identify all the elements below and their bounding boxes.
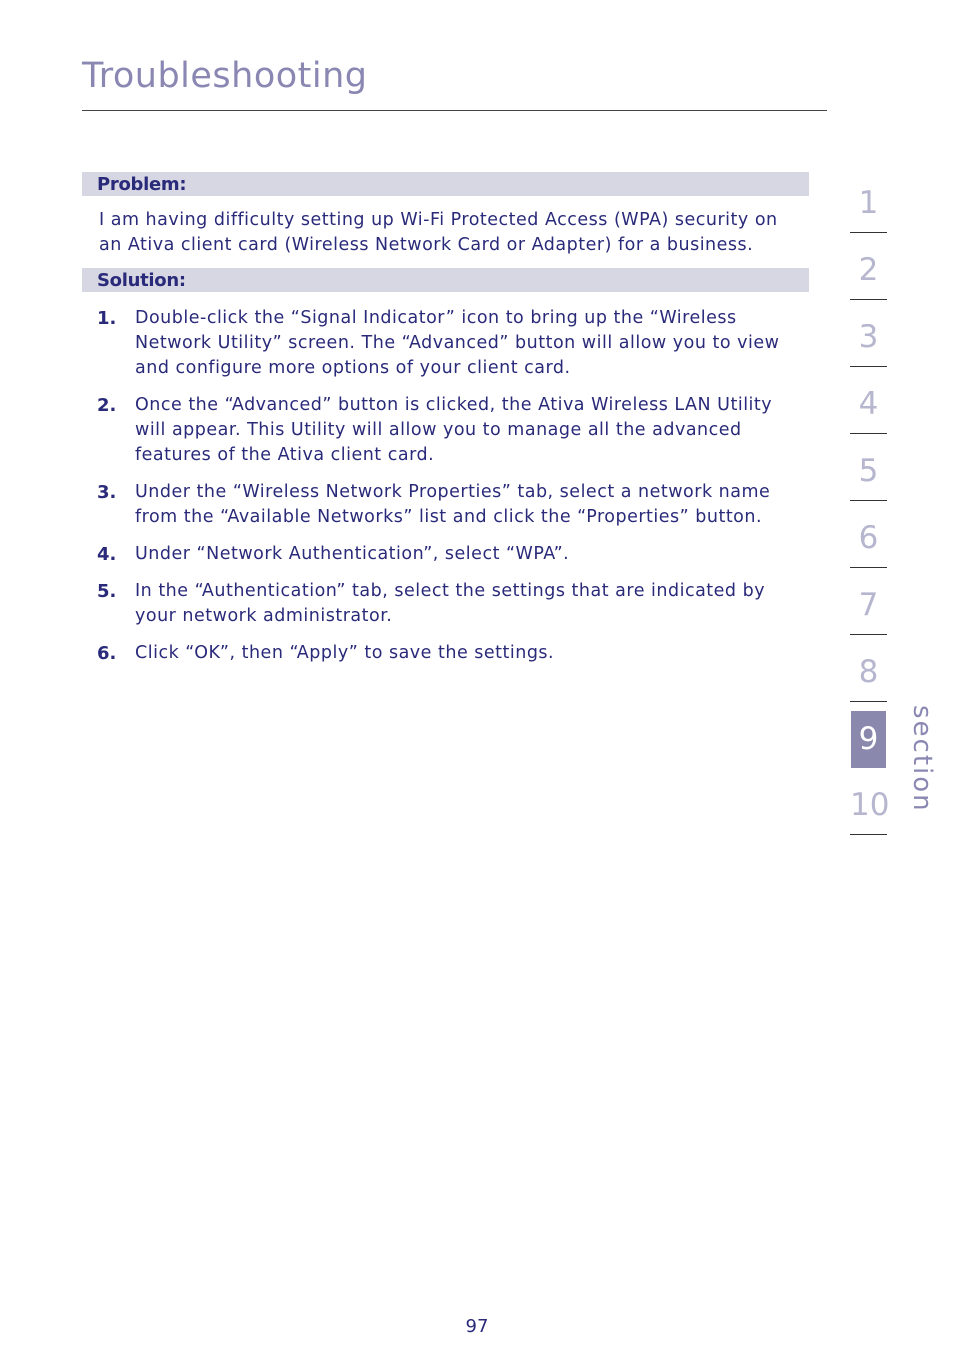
solution-steps	[97, 306, 797, 678]
solution-label: Solution:	[97, 270, 186, 291]
section-link-2[interactable]: 2	[850, 242, 887, 300]
step-text: Click “OK”, then “Apply” to save the settings.	[135, 643, 555, 663]
section-link-8[interactable]: 8	[850, 644, 887, 702]
section-link-1[interactable]: 1	[850, 175, 887, 233]
step-number: 3.	[97, 482, 117, 503]
title-divider	[82, 110, 827, 111]
problem-text: I am having difficulty setting up Wi-Fi Protected Access (WPA) security on an Ativa client card (Wireless Network Card or Adapter) for a business.	[99, 210, 778, 255]
section-link-3[interactable]: 3	[850, 309, 887, 367]
step-item	[97, 542, 797, 567]
step-item	[97, 579, 797, 629]
solution-heading-band	[82, 268, 809, 292]
page-number: 97	[465, 1316, 489, 1337]
step-text: Double-click the “Signal Indicator” icon to bring up the “Wireless Network Utility” screen. The “Advanced” button will allow you to view and configure more options of your client card.	[135, 308, 780, 378]
step-number: 5.	[97, 581, 117, 602]
problem-label: Problem:	[97, 174, 187, 195]
step-number: 4.	[97, 544, 117, 565]
step-item	[97, 393, 797, 468]
page-title: Troubleshooting	[82, 56, 368, 96]
step-number: 6.	[97, 643, 117, 664]
section-link-9-active[interactable]: 9	[851, 711, 886, 768]
problem-heading-band	[82, 172, 809, 196]
section-nav	[850, 175, 890, 844]
section-link-4[interactable]: 4	[850, 376, 887, 434]
step-item	[97, 480, 797, 530]
step-number: 2.	[97, 395, 117, 416]
step-number: 1.	[97, 308, 117, 329]
step-text: In the “Authentication” tab, select the settings that are indicated by your network administrator.	[135, 581, 766, 626]
step-text: Under the “Wireless Network Properties” tab, select a network name from the “Available Networks” list and click the “Properties” button.	[135, 482, 771, 527]
section-link-7[interactable]: 7	[850, 577, 887, 635]
step-item	[97, 306, 797, 381]
section-label: section	[907, 705, 937, 813]
section-link-5[interactable]: 5	[850, 443, 887, 501]
step-item	[97, 641, 797, 666]
step-text: Once the “Advanced” button is clicked, the Ativa Wireless LAN Utility will appear. This Utility will allow you to manage all the advanced features of the Ativa client card.	[135, 395, 773, 465]
section-link-10[interactable]: 10	[850, 777, 887, 835]
section-link-6[interactable]: 6	[850, 510, 887, 568]
step-text: Under “Network Authentication”, select “WPA”.	[135, 544, 570, 564]
